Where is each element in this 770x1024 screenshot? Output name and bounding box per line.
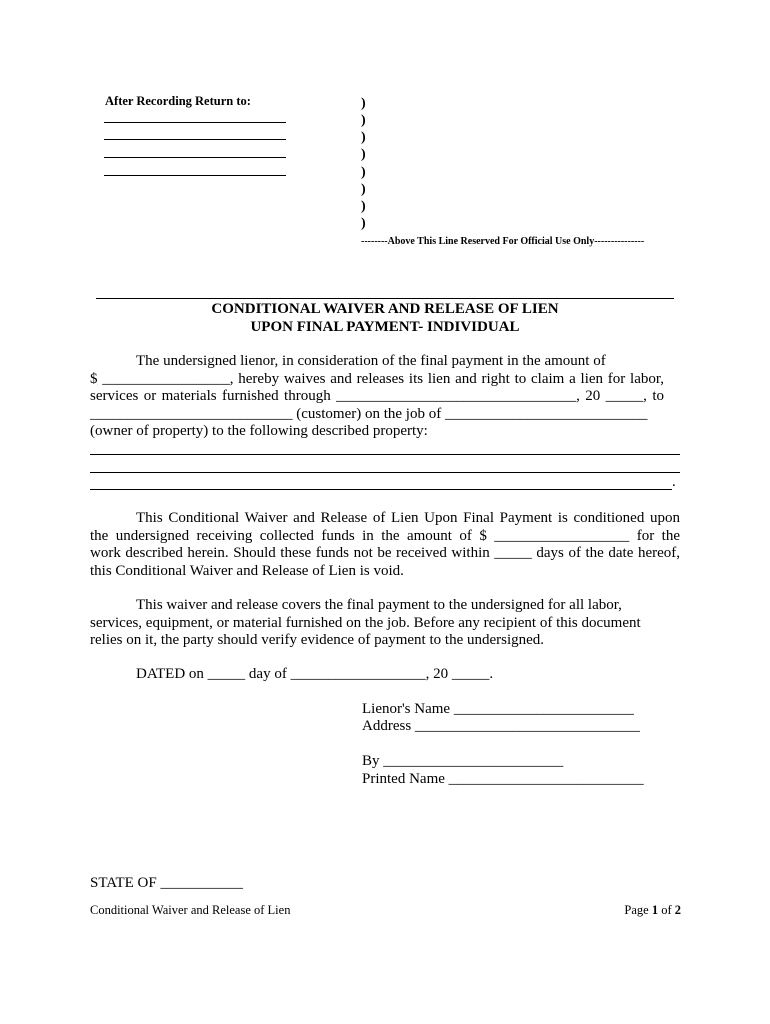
page-word: Page [624,903,652,917]
footer-document-name: Conditional Waiver and Release of Lien [90,903,291,917]
lienor-name-field: Lienor's Name ________________________ [362,701,634,717]
p1-line: (owner of property) to the following described property: [90,423,428,439]
p1-line: services or materials furnished through ________________________________, 20 _____, to [90,388,664,404]
p3-line: relies on it, the party should verify evidence of payment to the undersigned. [90,632,545,648]
page-number: 1 [651,903,659,917]
return-address-line [104,175,286,176]
dated-line: DATED on _____ day of __________________, 20 _____. [136,666,494,682]
p1-line: The undersigned lienor, in consideration of the final payment in the amount of [136,353,606,369]
recording-bracket: ) [361,113,366,128]
recording-bracket: ) [361,199,366,214]
return-address-line [104,139,286,140]
recording-bracket: ) [361,216,366,231]
property-description-line [90,454,680,455]
description-period: . [672,474,676,490]
recording-bracket: ) [361,130,366,145]
of-word: of [658,903,675,917]
page-indicator [0,903,681,918]
p3-line: This waiver and release covers the final payment to the undersigned for all labor, [136,597,622,613]
p2-line: this Conditional Waiver and Release of Lien is void. [90,563,404,579]
document-subtitle: UPON FINAL PAYMENT- INDIVIDUAL [250,319,520,335]
return-address-line [104,122,286,123]
page-total: 2 [674,903,681,917]
official-use-notice: --------Above This Line Reserved For Official Use Only--------------- [361,236,645,247]
recording-bracket: ) [361,147,366,162]
recording-bracket: ) [361,182,366,197]
p3-line: services, equipment, or material furnished on the job. Before any recipient of this document [90,615,641,631]
p2-line: This Conditional Waiver and Release of Lien Upon Final Payment is conditioned upon [136,510,680,526]
printed-name-field: Printed Name __________________________ [362,771,644,787]
p2-line: work described herein. Should these funds not be received within _____ days of the date hereof, [90,545,680,561]
recording-bracket: ) [361,96,366,111]
property-description-line [90,472,680,473]
property-description-line [90,489,672,490]
p1-line: ___________________________ (customer) on the job of ___________________________ [90,406,648,422]
document-title: CONDITIONAL WAIVER AND RELEASE OF LIEN [211,301,559,317]
p1-line: $ _________________, hereby waives and releases its lien and right to claim a lien for labor, [90,371,664,387]
title-rule [96,298,674,299]
after-recording-label: After Recording Return to: [105,94,251,108]
address-field: Address ______________________________ [362,718,640,734]
return-address-line [104,157,286,158]
state-of-field: STATE OF ___________ [90,875,243,891]
recording-bracket: ) [361,165,366,180]
p2-line: the undersigned receiving collected funds in the amount of $ __________________ for the [90,528,680,544]
by-signature-field: By ________________________ [362,753,564,769]
